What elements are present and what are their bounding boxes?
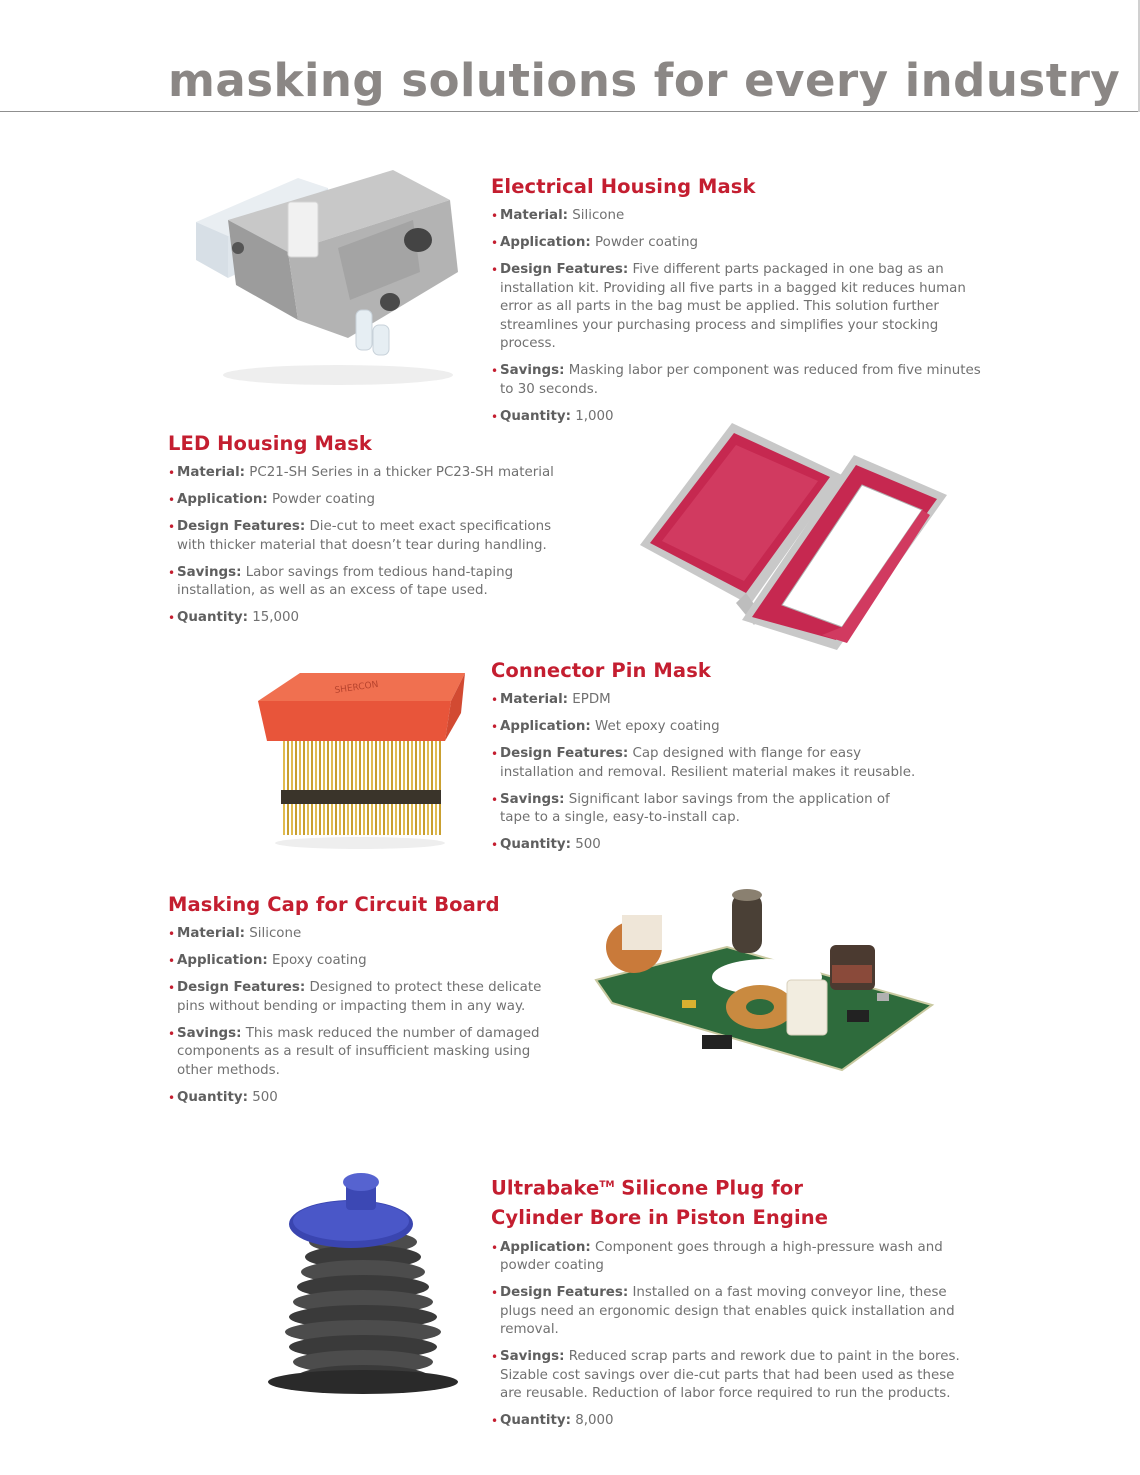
spec-savings: • Savings: Significant labor savings from the application of tape to a single, easy-to-install cap. xyxy=(491,791,921,828)
product-title: LED Housing Mask xyxy=(168,432,372,455)
spec-design-features: • Design Features: Cap designed with flange for easy installation and removal. Resilient material makes it reusable. xyxy=(491,745,921,782)
spec-quantity: • Quantity: 500 xyxy=(491,836,921,855)
product-title: Masking Cap for Circuit Board xyxy=(168,893,500,916)
spec-design-features: • Design Features: Designed to protect these delicate pins without bending or impacting them in any way. xyxy=(168,979,558,1016)
spec-savings: • Savings: Labor savings from tedious hand-taping installation, as well as an excess of tape used. xyxy=(168,564,578,601)
spec-material: • Material: PC21-SH Series in a thicker PC23-SH material xyxy=(168,464,578,483)
cylinder-plug-photo xyxy=(258,1172,473,1397)
spec-material: • Material: Silicone xyxy=(491,207,981,226)
spec-quantity: • Quantity: 8,000 xyxy=(491,1412,971,1431)
spec-design-features: • Design Features: Installed on a fast moving conveyor line, these plugs need an ergonomic design that enables quick installation and removal. xyxy=(491,1284,971,1340)
product-cylinder-plug xyxy=(491,1171,971,1439)
product-led-housing xyxy=(168,429,578,636)
spec-savings: • Savings: This mask reduced the number of damaged components as a result of insufficient masking using other methods. xyxy=(168,1025,558,1081)
spec-quantity: • Quantity: 15,000 xyxy=(168,609,578,628)
circuit-board-photo xyxy=(592,885,937,1075)
spec-savings: • Savings: Reduced scrap parts and rework due to paint in the bores. Sizable cost savings over die-cut parts that had been used as these are reusable. Reduction of labor force required to run the products. xyxy=(491,1348,971,1404)
page-title: masking solutions for every industry xyxy=(168,54,1121,107)
electrical-housing-photo xyxy=(188,160,478,392)
spec-design-features: • Design Features: Die-cut to meet exact specifications with thicker material that doesn’t tear during handling. xyxy=(168,518,578,555)
spec-application: • Application: Wet epoxy coating xyxy=(491,718,921,737)
product-circuit-board-cap xyxy=(168,890,558,1116)
spec-material: • Material: EPDM xyxy=(491,691,921,710)
spec-application: • Application: Epoxy coating xyxy=(168,952,558,971)
title-divider xyxy=(0,111,1140,112)
spec-application: • Application: Powder coating xyxy=(168,491,578,510)
product-title: Connector Pin Mask xyxy=(491,659,711,682)
spec-savings: • Savings: Masking labor per component was reduced from five minutes to 30 seconds. xyxy=(491,362,981,399)
led-housing-photo xyxy=(632,415,952,655)
product-connector-pin xyxy=(491,656,921,863)
spec-quantity: • Quantity: 1,000 xyxy=(491,408,981,427)
product-title: Ultrabake™ Silicone Plug for Cylinder Bore in Piston Engine xyxy=(491,1176,829,1229)
svg-text:SHERCON: SHERCON xyxy=(334,679,380,696)
spec-quantity: • Quantity: 500 xyxy=(168,1089,558,1108)
spec-application: • Application: Component goes through a high-pressure wash and powder coating xyxy=(491,1239,971,1276)
product-title: Electrical Housing Mask xyxy=(491,175,756,198)
product-electrical-housing xyxy=(491,172,981,435)
spec-material: • Material: Silicone xyxy=(168,925,558,944)
spec-application: • Application: Powder coating xyxy=(491,234,981,253)
connector-pin-photo xyxy=(255,665,470,850)
spec-design-features: • Design Features: Five different parts packaged in one bag as an installation kit. Providing all five parts in a bagged kit reduces human error as all parts in the bag must be applied. This solution further streamlines your purchasing process and simplifies your stocking process. xyxy=(491,261,981,354)
